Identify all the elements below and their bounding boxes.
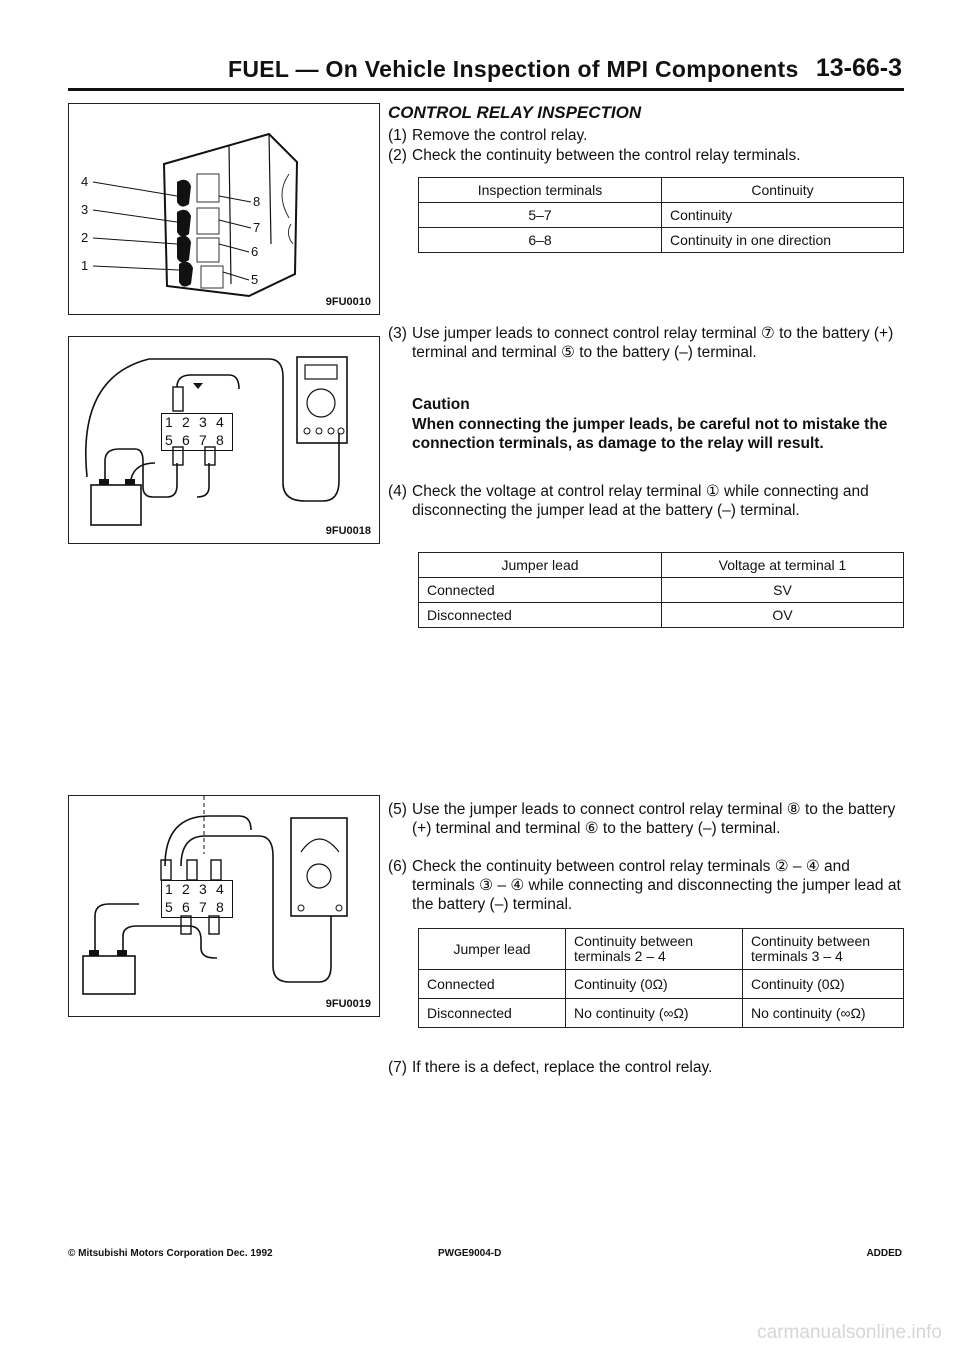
- step-2: [388, 146, 908, 165]
- terminal-6: 6: [182, 899, 190, 915]
- table-cell: No continuity (∞Ω): [743, 999, 904, 1028]
- table-cell: Continuity: [662, 203, 904, 228]
- step-text: Check the continuity between control relay terminals ② – ④ and terminals ③ – ④ while connecting and disconnecting the jumper lead at the battery (–) terminal.: [412, 858, 901, 913]
- callout-4: 4: [81, 174, 89, 189]
- table-cell: OV: [662, 603, 904, 628]
- relay-connector-drawing: [69, 104, 379, 314]
- callout-1: 1: [81, 258, 89, 273]
- terminal-1: 1: [165, 881, 173, 897]
- terminal-3: 3: [199, 881, 207, 897]
- callout-7: 7: [253, 220, 261, 235]
- table-header-row: [419, 553, 904, 578]
- step-text: Check the continuity between the control relay terminals.: [412, 147, 801, 164]
- callout-5: 5: [251, 272, 259, 287]
- terminal-2: 2: [182, 414, 190, 430]
- callout-8: 8: [253, 194, 261, 209]
- step-number: (7): [388, 1059, 407, 1076]
- table-cell: Continuity (0Ω): [566, 970, 743, 999]
- table-cell: No continuity (∞Ω): [566, 999, 743, 1028]
- footer-status: ADDED: [866, 1248, 902, 1259]
- terminal-6: 6: [182, 432, 190, 448]
- voltage-table: [418, 552, 904, 628]
- step-6: [388, 857, 908, 914]
- table-header-cell: Jumper lead: [419, 553, 662, 578]
- figure-label: 9FU0018: [325, 525, 371, 537]
- figure-label: 9FU0019: [325, 998, 371, 1010]
- table-cell: Disconnected: [419, 603, 662, 628]
- table-row: [419, 228, 904, 253]
- callout-6: 6: [251, 244, 259, 259]
- step-text: Remove the control relay.: [412, 127, 588, 144]
- table-row: [419, 578, 904, 603]
- table-header-cell: Inspection terminals: [419, 178, 662, 203]
- terminal-4: 4: [216, 414, 224, 430]
- terminal-4: 4: [216, 881, 224, 897]
- header-rule: [68, 88, 904, 91]
- table-row: [419, 970, 904, 999]
- callout-3: 3: [81, 202, 89, 217]
- table-cell: Continuity (0Ω): [743, 970, 904, 999]
- figure-relay-connector: [68, 103, 380, 315]
- table-row: [419, 203, 904, 228]
- step-number: (3): [388, 325, 407, 342]
- table-header-cell: Continuity between terminals 2 – 4: [566, 929, 743, 970]
- terminal-8: 8: [216, 899, 224, 915]
- table-header-cell: Jumper lead: [419, 929, 566, 970]
- table-header-cell: Continuity: [662, 178, 904, 203]
- step-text: Use jumper leads to connect control relay terminal ⑦ to the battery (+) terminal and terminal ⑤ to the battery (–) terminal.: [412, 325, 894, 361]
- table-row: [419, 603, 904, 628]
- step-number: (5): [388, 801, 407, 818]
- table-header-cell: Voltage at terminal 1: [662, 553, 904, 578]
- continuity-check-table: [418, 928, 904, 1028]
- table-cell: SV: [662, 578, 904, 603]
- figure-continuity-test: [68, 795, 380, 1017]
- relay-terminal-block: [161, 880, 233, 918]
- footer-doc-code: PWGE9004-D: [438, 1248, 502, 1259]
- table-header-row: [419, 178, 904, 203]
- table-header-cell: Continuity between terminals 3 – 4: [743, 929, 904, 970]
- figure-label: 9FU0010: [325, 296, 371, 308]
- step-text: Use the jumper leads to connect control relay terminal ⑧ to the battery (+) terminal and terminal ⑥ to the battery (–) terminal.: [412, 801, 896, 837]
- step-5: [388, 800, 908, 838]
- terminal-1: 1: [165, 414, 173, 430]
- table-cell: 6–8: [419, 228, 662, 253]
- terminal-2: 2: [182, 881, 190, 897]
- figure-voltage-test: [68, 336, 380, 544]
- step-number: (2): [388, 147, 407, 164]
- step-7: [388, 1058, 908, 1077]
- terminal-3: 3: [199, 414, 207, 430]
- table-cell: 5–7: [419, 203, 662, 228]
- step-1: [388, 126, 908, 145]
- table-cell: Disconnected: [419, 999, 566, 1028]
- table-cell: Connected: [419, 970, 566, 999]
- terminal-5: 5: [165, 899, 173, 915]
- relay-terminal-block: [161, 413, 233, 451]
- step-text: If there is a defect, replace the control relay.: [412, 1059, 713, 1076]
- watermark: carmanualsonline.info: [757, 1322, 942, 1343]
- table-header-row: [419, 929, 904, 970]
- continuity-table: [418, 177, 904, 253]
- terminal-8: 8: [216, 432, 224, 448]
- table-cell: Connected: [419, 578, 662, 603]
- section-title: CONTROL RELAY INSPECTION: [388, 103, 642, 122]
- terminal-7: 7: [199, 899, 207, 915]
- caution-heading: Caution: [412, 396, 470, 413]
- terminal-7: 7: [199, 432, 207, 448]
- step-number: (1): [388, 127, 407, 144]
- page-header-title: FUEL — On Vehicle Inspection of MPI Components: [228, 56, 799, 82]
- step-number: (4): [388, 483, 407, 500]
- step-text: Check the voltage at control relay terminal ① while connecting and disconnecting the jumper lead at the battery (–) terminal.: [412, 483, 869, 519]
- table-cell: Continuity in one direction: [662, 228, 904, 253]
- step-4: [388, 482, 908, 520]
- caution-text: When connecting the jumper leads, be careful not to mistake the connection terminals, as damage to the relay will result.: [412, 416, 888, 452]
- step-3: [388, 324, 908, 362]
- callout-2: 2: [81, 230, 89, 245]
- step-number: (6): [388, 858, 407, 875]
- terminal-5: 5: [165, 432, 173, 448]
- footer-copyright: © Mitsubishi Motors Corporation Dec. 1992: [68, 1248, 273, 1259]
- table-row: [419, 999, 904, 1028]
- page-number: 13-66-3: [815, 54, 902, 82]
